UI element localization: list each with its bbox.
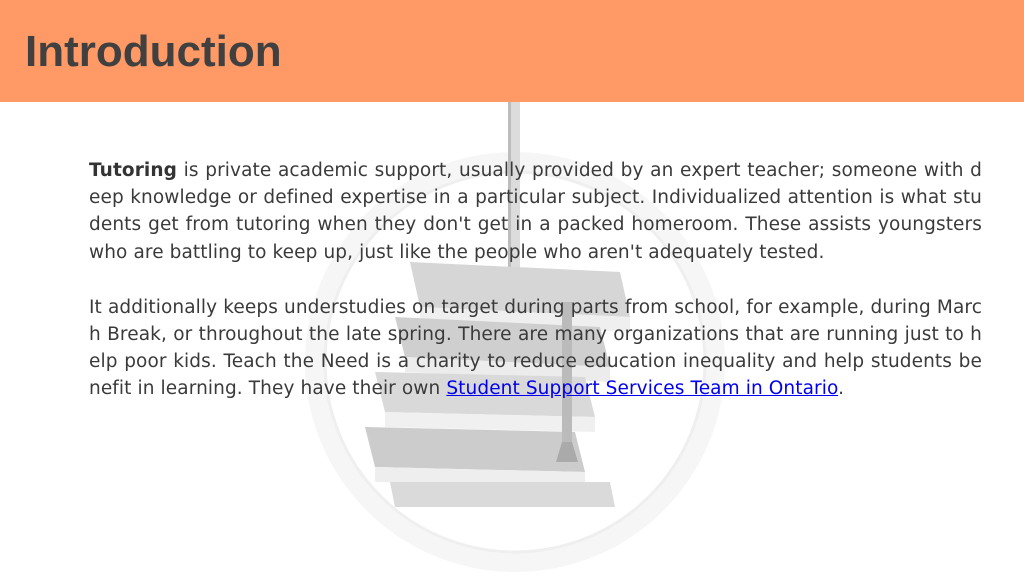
title-bar [0,0,1024,102]
student-support-link[interactable]: Student Support Services Team in Ontario [446,378,839,400]
paragraph-1-text: is private academic support, usually provided by an expert teacher; someone with deep knowledge or defined expertise in a particular subject. Individualized attention is what students get from tutoring when they don't get in a packed homeroom. These assists youngsters who are battling to keep up, just like the people who aren't adequately tested. [89,160,982,263]
paragraph-2 [89,294,982,403]
tutoring-term: Tutoring [89,160,177,181]
paragraph-2-end: . [838,378,845,400]
paragraph-1 [89,157,982,266]
body-text [89,157,982,431]
paragraph-2-text: It additionally keeps understudies on target during parts from school, for example, during March Break, or throughout the late spring. There are many organizations that are running just to help poor kids. Teach the Need is a charity to reduce education inequality and help students benefit in learning. They have their own [89,296,982,400]
slide-title: Introduction [25,27,282,76]
